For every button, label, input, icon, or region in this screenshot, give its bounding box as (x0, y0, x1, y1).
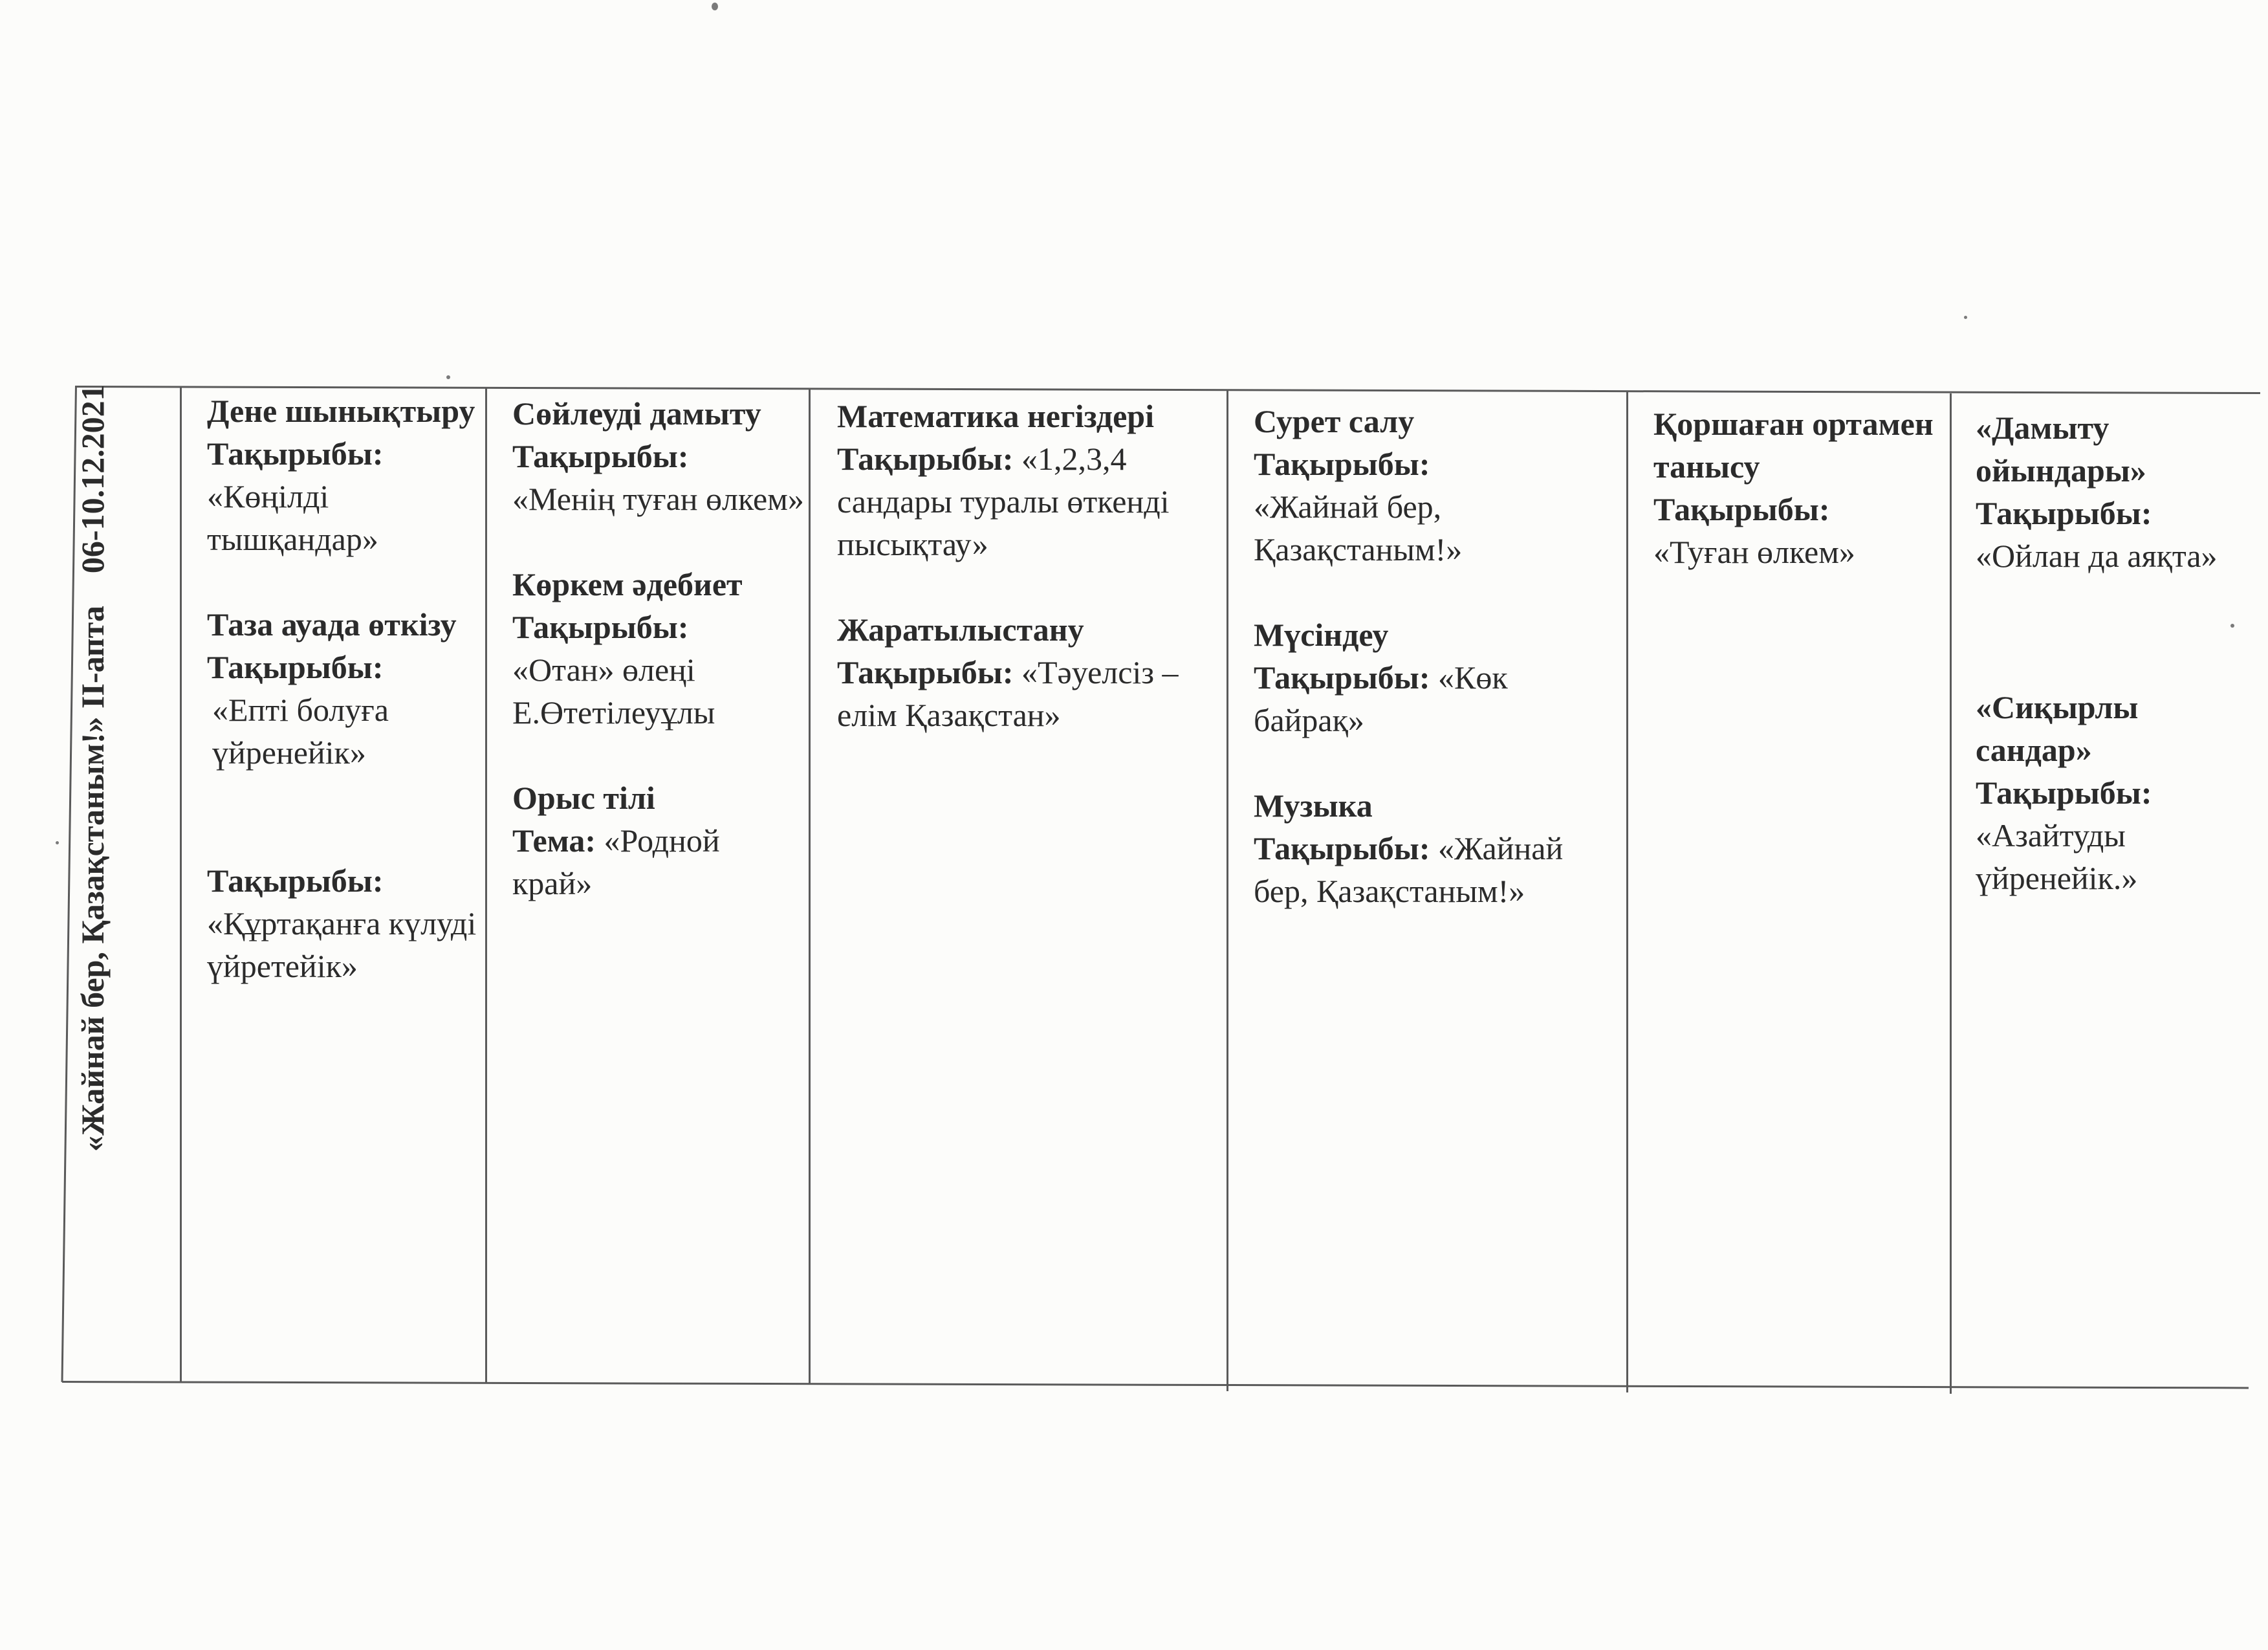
topic-text: «Менің туған өлкем» (512, 481, 804, 517)
topic-line (837, 437, 1221, 566)
topic-label: Тақырыбы: (837, 654, 1014, 690)
topic-text: «Туған өлкем» (1653, 534, 1855, 570)
column-divider (1950, 393, 1952, 1394)
topic-text: «Жайнай бер, Қазақстаным!» (1254, 489, 1463, 567)
topic-text: «Епті болуға үйренейік» (212, 692, 389, 771)
subject-name: Қоршаған ортамен танысу (1653, 406, 1934, 485)
subject-name: Сурет салу (1254, 403, 1415, 439)
table-bottom-border (62, 1381, 2249, 1389)
day-column-5 (1637, 402, 1950, 573)
topic-text: «Тәуелсіз – елім Қазақстан» (837, 654, 1179, 733)
day-column-6 (1959, 406, 2256, 899)
topic-line (1254, 656, 1619, 742)
topic-label: Тақырыбы: (1653, 491, 1830, 527)
subject-name: Жаратылыстану (837, 611, 1084, 648)
topic-label: Тақырыбы: (1254, 659, 1430, 696)
topic-label: Тема: (512, 822, 596, 859)
week-dates: 06-10.12.2021 (74, 384, 111, 574)
week-dates-line (74, 384, 111, 709)
subject-name: Сөйлеуді дамыту (512, 395, 761, 432)
topic-text: «Ойлан да аяқта» (1976, 538, 2218, 574)
subject-name: Таза ауада өткізу (207, 606, 457, 643)
subject-name: Музыка (1254, 787, 1373, 824)
topic-label: Тақырыбы: (1254, 830, 1430, 866)
subject-name: «Сиқырлы сандар» (1976, 689, 2139, 768)
topic-text: «Құртақанға күлуді үйретейік» (207, 905, 477, 984)
topic-label: Тақырыбы: (837, 441, 1014, 477)
topic-text: «Азайтуды үйренейік.» (1976, 817, 2138, 896)
week-number: ІІ-апта (74, 606, 111, 709)
topic-label: Тақырыбы: (207, 435, 384, 472)
topic-label: Тақырыбы: (1976, 495, 2152, 531)
topic-line (1254, 827, 1619, 912)
day-column-1 (190, 390, 485, 987)
topic-text: «1,2,3,4 сандары туралы өткенді пысықтау» (837, 441, 1170, 562)
topic-label: Тақырыбы: (1976, 775, 2152, 811)
week-label-cell (71, 384, 114, 1152)
scan-speck (1964, 316, 1967, 319)
topic-text: «Жайнай бер, Қазақстаным!» (1254, 830, 1564, 909)
day-column-3 (820, 395, 1228, 736)
subject-name: Көркем әдебиет (512, 566, 743, 602)
week-theme: «Жайнай бер, Қазақстаным!» (74, 716, 111, 1152)
topic-line (837, 651, 1221, 736)
subject-name: «Дамыту ойындары» (1976, 410, 2146, 489)
topic-text: «Көк байрақ» (1254, 659, 1508, 738)
topic-label: Тақырыбы: (207, 863, 384, 899)
topic-text: «Отан» өлеңі Е.Өтетілеуұлы (512, 652, 715, 731)
topic-label: Тақырыбы: (207, 649, 384, 685)
day-column-4 (1237, 400, 1625, 912)
topic-label: Тақырыбы: (512, 438, 689, 474)
day-column-2 (496, 392, 812, 905)
scan-speck (56, 841, 59, 844)
topic-label: Тақырыбы: (1254, 446, 1430, 482)
topic-label: Тақырыбы: (512, 609, 689, 645)
subject-name: Дене шынықтыру (207, 393, 475, 429)
topic-text: «Родной край» (512, 822, 720, 901)
column-divider (1626, 392, 1628, 1392)
column-divider (180, 387, 182, 1382)
column-divider (485, 388, 487, 1383)
subject-name: Орыс тілі (512, 780, 655, 816)
subject-name: Математика негіздері (837, 398, 1154, 434)
scan-speck (446, 375, 450, 379)
scan-speck (712, 3, 718, 10)
topic-text: «Көңілді тышқандар» (207, 478, 378, 557)
topic-line (512, 819, 806, 905)
subject-name: Мүсіндеу (1254, 617, 1389, 653)
